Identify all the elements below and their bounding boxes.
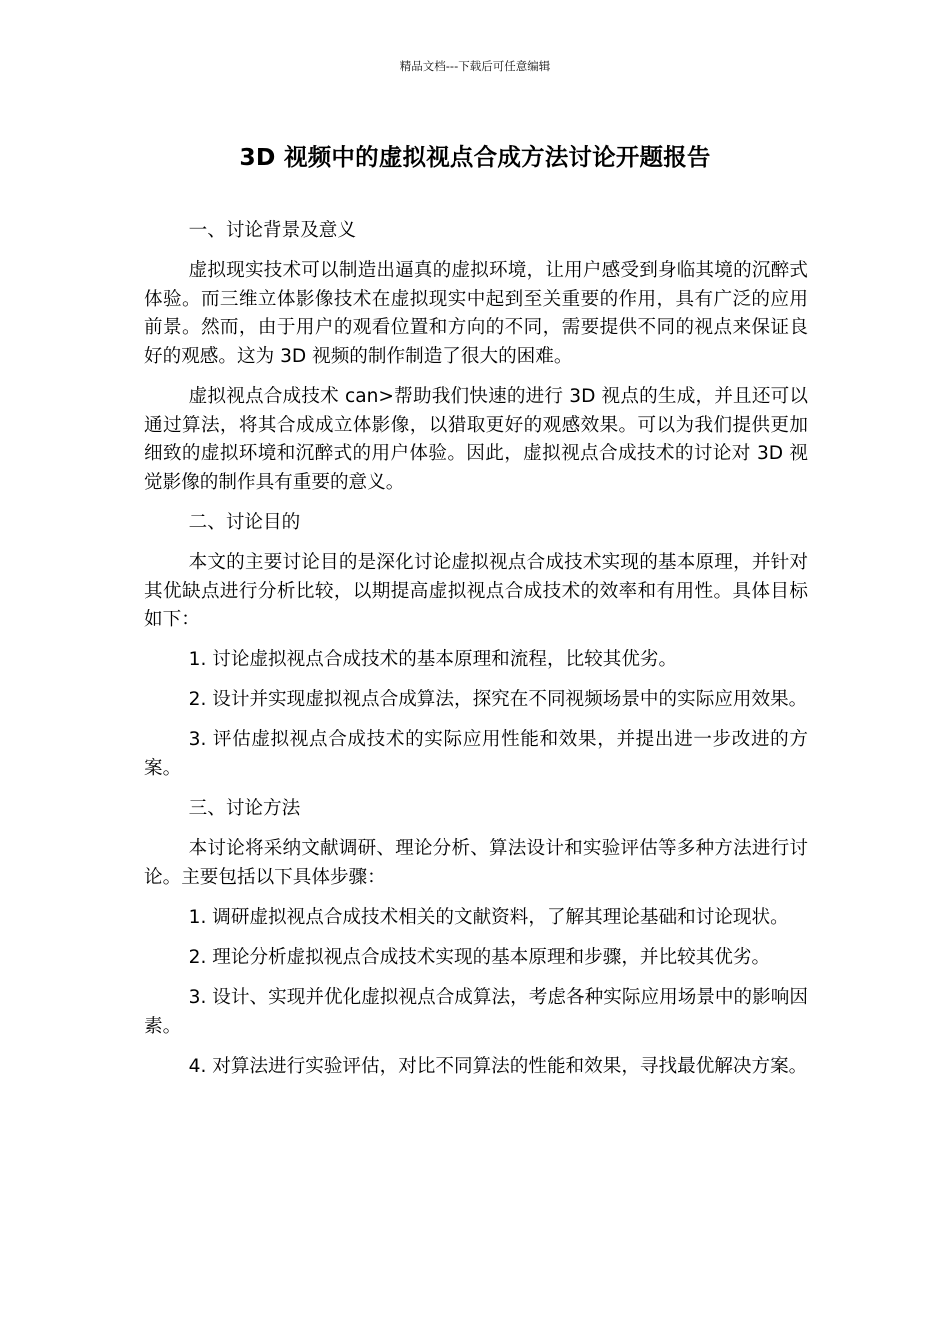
list-item: 1. 讨论虚拟视点合成技术的基本原理和流程，比较其优劣。 xyxy=(188,649,678,671)
list-item: 3. 设计、实现并优化虚拟视点合成算法，考虑各种实际应用场景中的影响因素。 xyxy=(144,987,808,1037)
paragraph: 虚拟现实技术可以制造出逼真的虚拟环境，让用户感受到身临其境的沉醉式体验。而三维立体影像技术在虚拟现实中起到至关重要的作用，具有广泛的应用前景。然而，由于用户的观看位置和方向的不同，需要提供不同的视点来保证良好的观感。这为 3D 视频的制作制造了很大的困难。 xyxy=(144,260,808,367)
document-title: 3D 视频中的虚拟视点合成方法讨论开题报告 xyxy=(239,143,711,171)
list-item: 4. 对算法进行实验评估，对比不同算法的性能和效果，寻找最优解决方案。 xyxy=(188,1055,808,1077)
paragraph: 本讨论将采纳文献调研、理论分析、算法设计和实验评估等多种方法进行讨论。主要包括以下具体步骤： xyxy=(144,838,808,888)
list-item: 2. 设计并实现虚拟视点合成算法，探究在不同视频场景中的实际应用效果。 xyxy=(188,689,808,711)
list-item: 3. 评估虚拟视点合成技术的实际应用性能和效果，并提出进一步改进的方案。 xyxy=(144,729,808,779)
header-note: 精品文档---下载后可任意编辑 xyxy=(399,59,551,73)
section-heading-method: 三、讨论方法 xyxy=(188,798,301,820)
list-item: 1. 调研虚拟视点合成技术相关的文献资料，了解其理论基础和讨论现状。 xyxy=(188,906,789,928)
section-heading-background: 一、讨论背景及意义 xyxy=(188,220,356,241)
document-body xyxy=(144,217,808,1093)
paragraph: 本文的主要讨论目的是深化讨论虚拟视点合成技术实现的基本原理，并针对其优缺点进行分析比较，以期提高虚拟视点合成技术的效率和有用性。具体目标如下： xyxy=(144,551,808,631)
list-item: 2. 理论分析虚拟视点合成技术实现的基本原理和步骤，并比较其优劣。 xyxy=(188,946,771,968)
paragraph: 虚拟视点合成技术 can>帮助我们快速的进行 3D 视点的生成，并且还可以通过算法，将其合成成立体影像，以猎取更好的观感效果。可以为我们提供更加细致的虚拟环境和沉醉式的用户体验。因此，虚拟视点合成技术的讨论对 3D 视觉影像的制作具有重要的意义。 xyxy=(144,385,808,493)
section-heading-purpose: 二、讨论目的 xyxy=(188,511,301,533)
